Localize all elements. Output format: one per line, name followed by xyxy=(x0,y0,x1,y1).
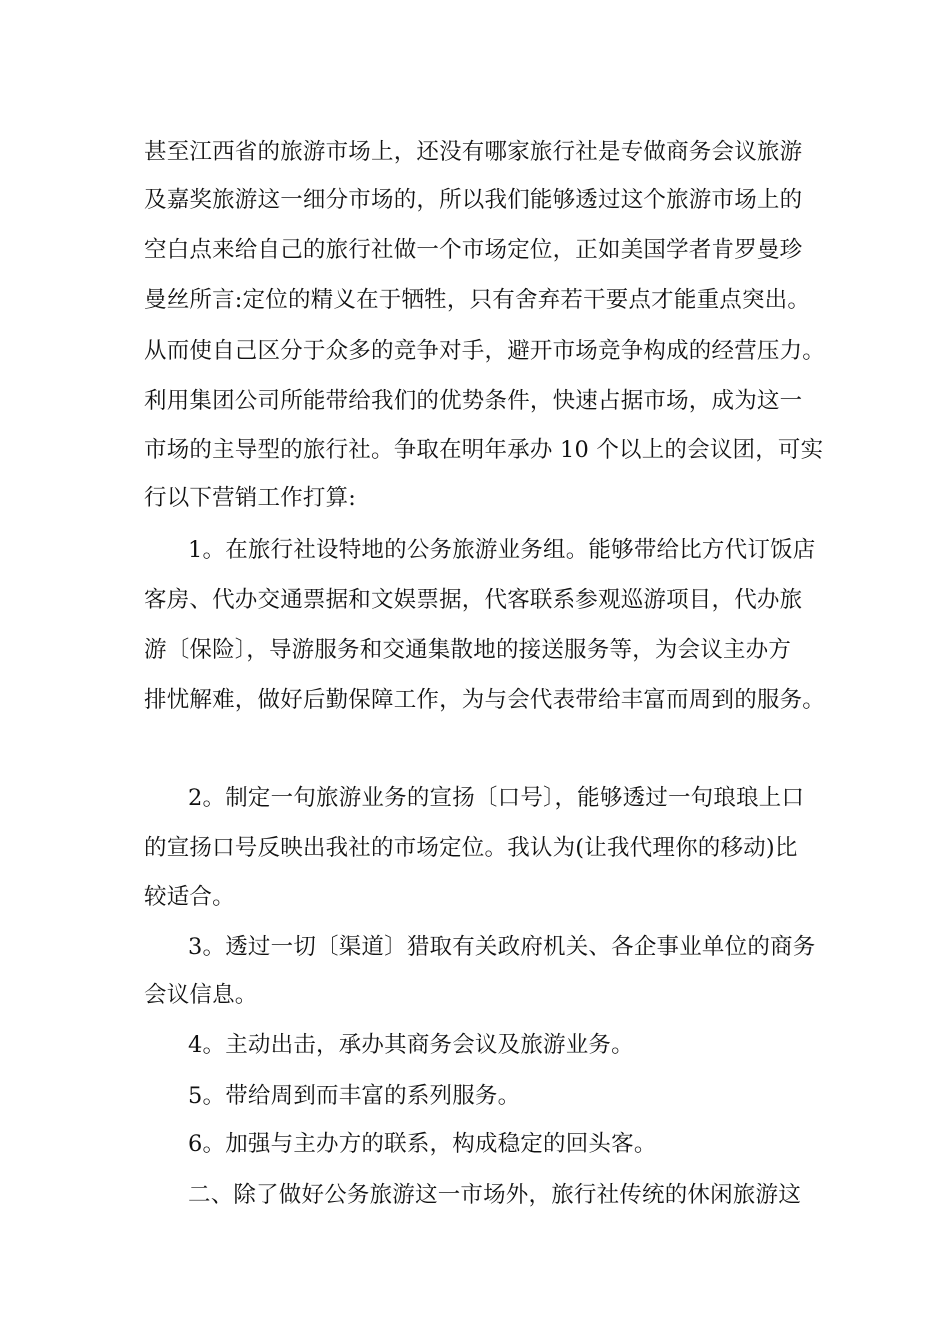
list-item-4: 4。主动出击，承办其商务会议及旅游业务。 xyxy=(188,1032,634,1058)
text-line: 市场的主导型的旅行社。争取在明年承办 10 个以上的会议团，可实 xyxy=(144,437,824,463)
list-item-5: 5。带给周到而丰富的系列服务。 xyxy=(188,1083,521,1109)
text-line: 客房、代办交通票据和文娱票据，代客联系参观巡游项目，代办旅 xyxy=(144,587,803,613)
list-item-3: 3。透过一切〔渠道〕猎取有关政府机关、各企事业单位的商务 xyxy=(188,934,816,960)
text-line: 利用集团公司所能带给我们的优势条件，快速占据市场，成为这一 xyxy=(144,388,803,414)
text-line: 的宣扬口号反映出我社的市场定位。我认为(让我代理你的移动)比 xyxy=(144,835,798,861)
list-item-2: 2。制定一句旅游业务的宣扬〔口号〕，能够透过一句琅琅上口 xyxy=(188,785,805,811)
text-line: 较适合。 xyxy=(144,884,235,910)
list-item-1: 1。在旅行社设特地的公务旅游业务组。能够带给比方代订饭店 xyxy=(188,537,816,563)
text-line: 排忧解难，做好后勤保障工作，为与会代表带给丰富而周到的服务。 xyxy=(144,687,826,713)
text-line: 会议信息。 xyxy=(144,982,258,1008)
list-item-6: 6。加强与主办方的联系，构成稳定的回头客。 xyxy=(188,1131,657,1157)
text-line: 空白点来给自己的旅行社做一个市场定位，正如美国学者肯罗曼珍 xyxy=(144,237,803,263)
text-line: 曼丝所言:定位的精义在于牺牲，只有舍弃若干要点才能重点突出。 xyxy=(144,287,811,313)
text-line: 行以下营销工作打算: xyxy=(144,485,357,511)
text-line: 甚至江西省的旅游市场上，还没有哪家旅行社是专做商务会议旅游 xyxy=(144,139,803,165)
text-line: 游〔保险〕，导游服务和交通集散地的接送服务等，为会议主办方 xyxy=(144,637,792,663)
text-line: 及嘉奖旅游这一细分市场的，所以我们能够透过这个旅游市场上的 xyxy=(144,187,803,213)
section-heading-2: 二、除了做好公务旅游这一市场外，旅行社传统的休闲旅游这 xyxy=(188,1182,801,1208)
text-line: 从而使自己区分于众多的竞争对手，避开市场竞争构成的经营压力。 xyxy=(144,338,826,364)
